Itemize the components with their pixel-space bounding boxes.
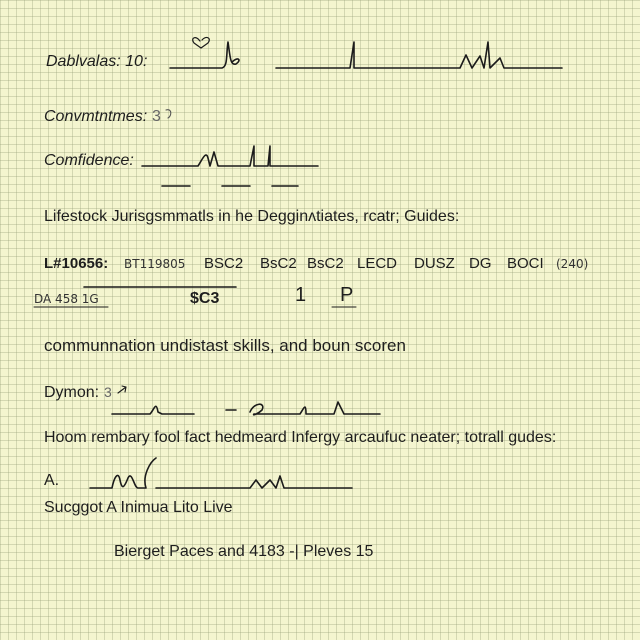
body-paragraph: Hoom rembary fool fact hedmeard Infergy arcaufuc neater; totrall gudes: bbox=[44, 429, 557, 446]
code-2: BT119805 bbox=[124, 257, 186, 271]
heart-doodle-icon bbox=[193, 37, 210, 48]
code-3: BSC2 bbox=[204, 255, 244, 272]
code-1: L#10656: bbox=[44, 255, 109, 272]
code-5: BsC2 bbox=[307, 255, 344, 272]
signature-stroke-3 bbox=[142, 146, 318, 166]
sub-amount: $C3 bbox=[190, 290, 220, 307]
code-10: (240) bbox=[556, 257, 589, 271]
signature-stroke-4 bbox=[112, 402, 380, 415]
sub-mark-1: 1 bbox=[295, 284, 307, 306]
field-label-confidence: Comfidence: bbox=[44, 152, 134, 169]
signature-stroke-1 bbox=[170, 42, 239, 68]
field-label-a: A. bbox=[44, 472, 60, 489]
code-9: BOCI bbox=[507, 255, 544, 272]
field-label-convmtntmes: Convmtntmes: bbox=[44, 108, 148, 125]
arrow-doodle-icon bbox=[118, 386, 126, 393]
code-6: LECD bbox=[357, 255, 398, 272]
sub-mark-2: P bbox=[340, 284, 354, 306]
field-label-dablvalas: Dablvalas: 10: bbox=[46, 53, 148, 70]
code-7: DUSZ bbox=[414, 255, 455, 272]
field-note-dymon: 3 bbox=[104, 384, 112, 400]
signature-stroke-2 bbox=[276, 42, 562, 68]
field-note-convmtntmes: 3 bbox=[152, 108, 161, 125]
small-mark bbox=[166, 110, 171, 118]
field-label-dymon: Dymon: bbox=[44, 384, 100, 401]
code-4: BsC2 bbox=[260, 255, 297, 272]
subheading: Sucggot A Inimua Lito Live bbox=[44, 499, 233, 516]
signature-stroke-5 bbox=[90, 458, 352, 488]
statement-line: communnation undistast skills, and boun scoren bbox=[44, 336, 406, 355]
sub-ref: DA 458 1G bbox=[34, 292, 99, 306]
section-heading: Lifestock Jurisgsmmatls in he Degginᴧtiates, rcatr; Guides: bbox=[44, 208, 460, 225]
footer-line: Bierget Paces and 4183 -| Pleves 15 bbox=[114, 543, 374, 560]
code-8: DG bbox=[469, 255, 492, 272]
